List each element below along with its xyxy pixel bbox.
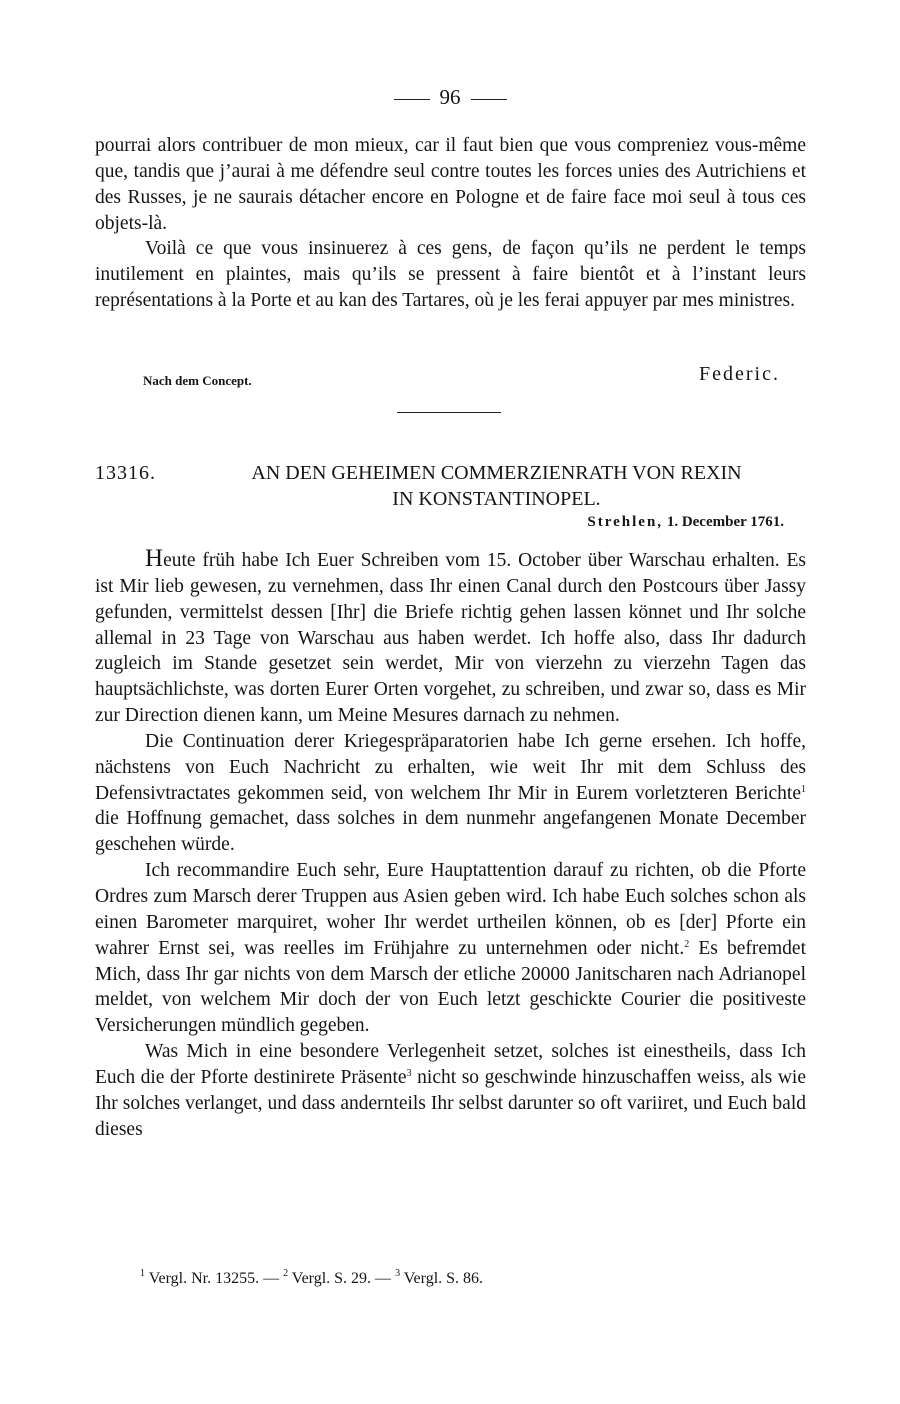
footnote-text: Vergl. S. 86. xyxy=(400,1270,484,1287)
footnote-marker: 1 xyxy=(801,783,806,795)
date-text: 1. December 1761. xyxy=(663,514,784,530)
paragraph-text: Ich recommandire Euch sehr, Eure Hauptattention darauf zu richten, ob die Pforte Ordres zum Marsch derer Truppen aus Asien geben wird. Ich habe Euch solches schon als einen Barometer marquiret, woher Ihr werdet urtheilen können, ob es [der] Pforte ein wahrer Ernst sei, was reelles im Frühjahre zu unternehmen oder nicht. xyxy=(95,860,806,959)
footnote-marker: 3 xyxy=(406,1067,412,1079)
footnote-text: Vergl. Nr. 13255. — xyxy=(145,1270,284,1287)
date-place: Strehlen, xyxy=(587,514,664,530)
section-divider xyxy=(397,412,501,413)
footnotes xyxy=(140,1268,483,1290)
paragraph xyxy=(95,858,806,1039)
source-note: Nach dem Concept. xyxy=(143,373,252,388)
footnote-number: 1 xyxy=(140,1268,145,1279)
footnote-number: 2 xyxy=(283,1268,289,1279)
closing-row xyxy=(95,363,806,393)
letter-number: 13316. xyxy=(95,462,156,484)
dateline xyxy=(587,514,784,531)
header-dash-left xyxy=(394,99,430,100)
initial-letter: H xyxy=(145,545,164,572)
page-number: 96 xyxy=(439,85,461,109)
letter-title-line: IN KONSTANTINOPEL. xyxy=(392,488,601,510)
signature: Federic. xyxy=(699,363,780,385)
letter-continuation-body xyxy=(95,133,806,314)
paragraph-text: die Hoffnung gemachet, dass solches in dem nunmehr angefangenen Monate December geschehen würde. xyxy=(95,808,806,856)
paragraph-text: eute früh habe Ich Euer Schreiben vom 15. October über Warschau erhalten. Es ist Mir lieb gewesen, zu vernehmen, dass Ihr einen Canal durch den Postcours über Jassy gefunden, vermittelst dessen [Ihr] die Briefe richtig gehen lassen könnet und Ihr solche allemal in 23 Tage von Warschau aus haben werdet. Ich hoffe also, dass Ihr dadurch zugleich im Stande gesetzet sein werdet, Mir von vierzehn zu vierzehn Tagen das hauptsächlichste, was dorten Eurer Orten vorgehet, zu schreiben, und zwar so, dass es Mir zur Direction dienen kann, um Meine Mesures darnach zu nehmen. xyxy=(95,550,806,727)
paragraph xyxy=(95,1039,806,1142)
letter-title-line: AN DEN GEHEIMEN COMMERZIENRATH VON REXIN xyxy=(251,462,742,484)
paragraph-text: Die Continuation derer Kriegespräparatorien habe Ich gerne ersehen. Ich hoffe, nächstens von Euch Nachricht zu erhalten, wie weit Ihr mit dem Schluss des Defensivtractates gekommen seid, von welchem Ihr Mir in Eurem vorletzteren Berichte xyxy=(95,730,806,804)
paragraph-text: nicht so geschwinde hinzuschaffen weiss, als wie Ihr solches verlanget, und dass andernteils Ihr selbst darunter so oft variiret, und Euch bald dieses xyxy=(95,1066,806,1140)
header-dash-right xyxy=(471,99,507,100)
paragraph xyxy=(95,729,806,858)
letter-body xyxy=(95,546,806,1142)
paragraph: pourrai alors contribuer de mon mieux, car il faut bien que vous compreniez vous-même que, tandis que j’aurai à me défendre seul contre toutes les forces unies des Autrichiens et des Russes, je ne saurais détacher encore en Pologne et de faire face moi seul à tous ces objets-là. xyxy=(95,135,806,234)
paragraph-text: Was Mich in eine besondere Verlegenheit setzet, solches ist einestheils, dass Ich Euch die der Pforte destinirete Präsente xyxy=(95,1041,806,1088)
paragraph-text: Es befremdet Mich, dass Ihr gar nichts von dem Marsch der etliche 20000 Janitscharen nach Adrianopel meldet, von welchem Mir doch der von Euch letzt geschickte Courier die positiveste Versicherungen mündlich gegeben. xyxy=(95,937,806,1037)
paragraph xyxy=(95,546,806,729)
footnote-marker: 2 xyxy=(684,938,690,950)
letter-title xyxy=(187,460,806,512)
paragraph: Voilà ce que vous insinuerez à ces gens, de façon qu’ils ne perdent le temps inutilement en plaintes, mais qu’ils se pressent à faire bientôt et à l’instant leurs représentations à la Porte et au kan des Tartares, où je les ferai appuyer par mes ministres. xyxy=(95,238,806,312)
page-header xyxy=(0,84,900,110)
footnote-number: 3 xyxy=(395,1268,401,1279)
footnote-text: Vergl. S. 29. — xyxy=(288,1270,396,1287)
